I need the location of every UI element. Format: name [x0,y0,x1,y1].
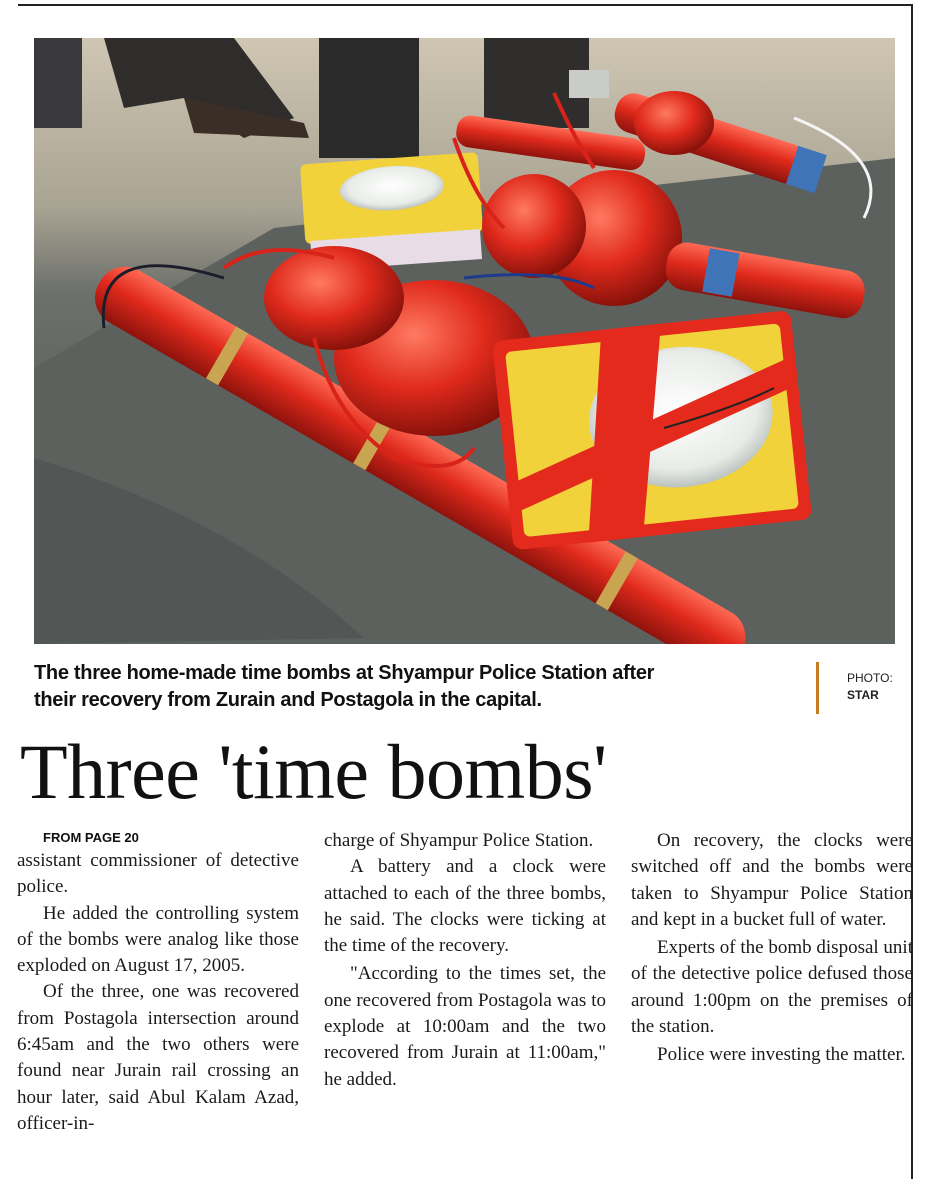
photo-credit [847,670,893,704]
news-photo [34,38,895,644]
paragraph: On recovery, the clocks were switched off and the bombs were taken to Shyampur Police Station and kept in a bucket full of water. [631,830,913,930]
paragraph: assistant commissioner of detective police. [17,850,299,898]
article-column-1 [17,828,299,1137]
paragraph: Police were investing the matter. [657,1044,906,1066]
paragraph: Of the three, one was recovered from Postagola intersection around 6:45am and the two others were found near Jurain rail crossing an hour later, said Abul Kalam Azad, officer-in- [17,981,299,1134]
paragraph: A battery and a clock were attached to each of the three bombs, he said. The clocks were ticking at the time of the recovery. [324,856,606,957]
jump-line: FROM PAGE 20 [43,830,139,845]
paragraph: He added the controlling system of the bombs were analog like those exploded on August 17, 2005. [17,902,299,977]
top-rule [18,4,911,6]
caption-line-2: their recovery from Zurain and Postagola in the capital. [34,689,542,711]
paragraph: Experts of the bomb disposal unit of the detective police defused those around 1:00pm on the premises of the station. [631,937,913,1038]
article-column-3 [631,828,913,1069]
headline: Three 'time bombs' [20,728,607,815]
paragraph: "According to the times set, the one recovered from Postagola was to explode at 10:00am and the two recovered from Jurain at 11:00am," he added. [324,963,606,1090]
caption-line-1: The three home-made time bombs at Shyampur Police Station after [34,662,655,684]
photo-caption [34,660,794,714]
paragraph: charge of Shyampur Police Station. [324,830,594,851]
credit-source: STAR [847,688,879,702]
credit-accent-bar [816,662,819,714]
time-bombs-photo-icon [34,38,895,644]
credit-label: PHOTO: [847,671,893,685]
article-column-2 [324,828,606,1093]
